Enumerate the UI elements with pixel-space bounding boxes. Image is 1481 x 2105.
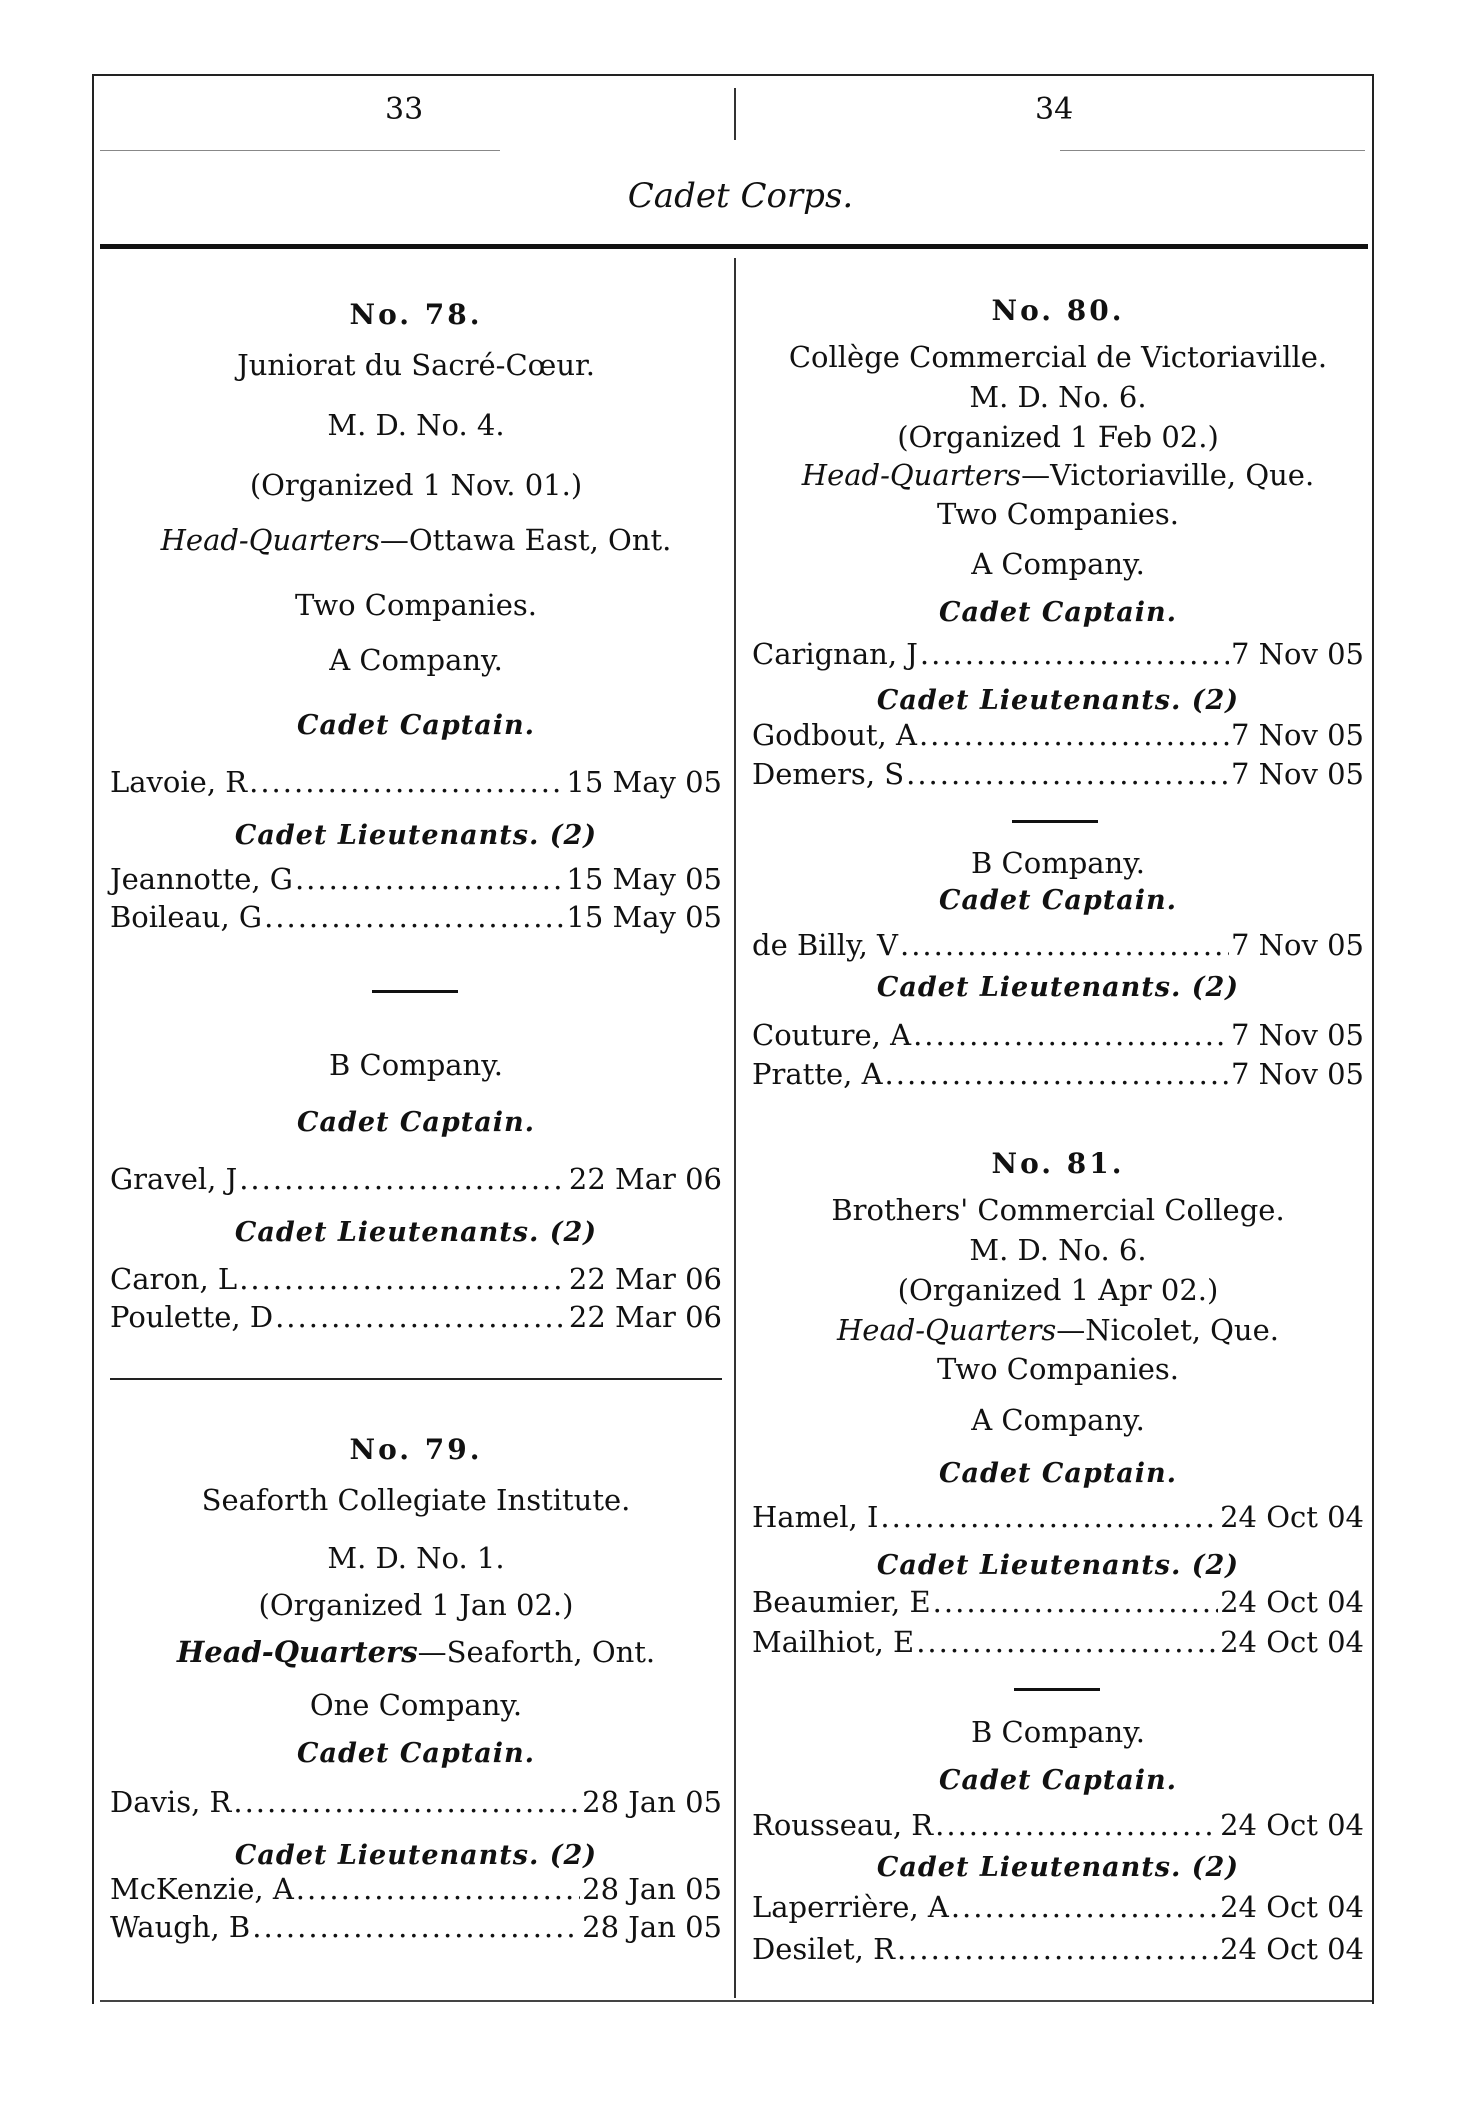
company-title: A Company.: [971, 547, 1145, 581]
company-title: A Company.: [329, 643, 503, 677]
roll-entry: [752, 1932, 1364, 1966]
captain-heading: Cadet Captain.: [938, 1765, 1178, 1796]
leader-dots: [906, 757, 1229, 791]
corps-number: No. 78.: [349, 298, 483, 331]
military-district: M. D. No. 6.: [969, 380, 1147, 414]
officer-name: Beaumier, E: [752, 1585, 931, 1619]
hq-place: —Victoriaville, Que.: [1021, 458, 1315, 492]
roll-entry: [752, 757, 1364, 791]
commission-date: 24 Oct 04: [1220, 1808, 1364, 1842]
header-rule-left: [100, 150, 500, 151]
section-rule: [1012, 820, 1098, 823]
roll-entry: [752, 637, 1364, 671]
corps-name: Juniorat du Sacré-Cœur.: [237, 348, 595, 382]
company-title: B Company.: [971, 1715, 1145, 1749]
officer-name: Hamel, I: [752, 1500, 879, 1534]
commission-date: 28 Jan 05: [582, 1872, 722, 1906]
commission-date: 7 Nov 05: [1230, 928, 1364, 962]
roll-entry: [110, 1262, 722, 1296]
officer-name: Desilet, R: [752, 1932, 895, 1966]
officer-name: Poulette, D: [110, 1300, 274, 1334]
hq-label: Head-Quarters: [801, 458, 1022, 492]
leader-dots: [249, 765, 564, 799]
leader-dots: [264, 900, 564, 934]
headquarters: [752, 458, 1364, 492]
section-rule: [372, 990, 458, 993]
corps-name: Collège Commercial de Victoriaville.: [788, 340, 1328, 374]
officer-name: Waugh, B: [110, 1910, 251, 1944]
organized-date: (Organized 1 Nov. 01.): [249, 468, 583, 502]
leader-dots: [920, 637, 1229, 671]
commission-date: 15 May 05: [566, 862, 722, 896]
roll-entry: [752, 1625, 1364, 1659]
company-count: Two Companies.: [936, 1352, 1180, 1386]
commission-date: 24 Oct 04: [1220, 1585, 1364, 1619]
leader-dots: [239, 1262, 567, 1296]
officer-name: Caron, L: [110, 1262, 238, 1296]
officer-name: Demers, S: [752, 757, 905, 791]
leader-dots: [919, 718, 1229, 752]
hq-label: Head-Quarters: [837, 1313, 1057, 1347]
commission-date: 28 Jan 05: [582, 1910, 722, 1944]
leader-dots: [252, 1910, 580, 1944]
corps-number: No. 79.: [349, 1433, 483, 1466]
leader-dots: [897, 1932, 1218, 1966]
organized-date: (Organized 1 Apr 02.): [897, 1273, 1219, 1307]
captain-heading: Cadet Captain.: [296, 1107, 536, 1138]
military-district: M. D. No. 6.: [969, 1233, 1147, 1267]
leader-dots: [951, 1890, 1218, 1924]
company-count: Two Companies.: [294, 588, 538, 622]
header-rule-right: [1060, 150, 1365, 151]
captain-heading: Cadet Captain.: [938, 885, 1178, 916]
headquarters: [752, 1313, 1364, 1347]
roll-entry: [752, 1808, 1364, 1842]
hq-label: Head-Quarters: [160, 523, 380, 557]
officer-name: Couture, A: [752, 1018, 912, 1052]
hq-place: —Seaforth, Ont.: [417, 1635, 656, 1669]
leader-dots: [296, 1872, 580, 1906]
headquarters: [110, 1635, 722, 1669]
commission-date: 7 Nov 05: [1230, 757, 1364, 791]
company-title: B Company.: [971, 846, 1145, 880]
roll-entry: [110, 1785, 722, 1819]
commission-date: 22 Mar 06: [568, 1162, 722, 1196]
lieutenants-heading: Cadet Lieutenants. (2): [876, 685, 1240, 716]
lieutenants-heading: Cadet Lieutenants. (2): [234, 1840, 598, 1871]
leader-dots: [885, 1057, 1229, 1091]
commission-date: 24 Oct 04: [1220, 1500, 1364, 1534]
lieutenants-heading: Cadet Lieutenants. (2): [234, 1217, 598, 1248]
officer-name: Laperrière, A: [752, 1890, 949, 1924]
captain-heading: Cadet Captain.: [296, 1738, 536, 1769]
company-count: One Company.: [309, 1688, 523, 1722]
commission-date: 7 Nov 05: [1230, 1018, 1364, 1052]
company-count: Two Companies.: [936, 497, 1180, 531]
corps-number: No. 80.: [991, 294, 1125, 327]
leader-dots: [275, 1300, 567, 1334]
leader-dots: [880, 1500, 1218, 1534]
leader-dots: [913, 1018, 1229, 1052]
roll-entry: [110, 1162, 722, 1196]
leader-dots: [900, 928, 1229, 962]
commission-date: 7 Nov 05: [1230, 718, 1364, 752]
officer-name: Mailhiot, E: [752, 1625, 915, 1659]
captain-heading: Cadet Captain.: [938, 597, 1178, 628]
organized-date: (Organized 1 Jan 02.): [258, 1588, 574, 1622]
officer-name: Jeannotte, G: [110, 862, 293, 896]
officer-name: Pratte, A: [752, 1057, 883, 1091]
lieutenants-heading: Cadet Lieutenants. (2): [234, 820, 598, 851]
roll-entry: [110, 765, 722, 799]
commission-date: 24 Oct 04: [1220, 1625, 1364, 1659]
roll-entry: [110, 900, 722, 934]
hq-place: —Nicolet, Que.: [1056, 1313, 1279, 1347]
roll-entry: [110, 1300, 722, 1334]
roll-entry: [110, 1872, 722, 1906]
roll-entry: [752, 718, 1364, 752]
commission-date: 15 May 05: [566, 900, 722, 934]
commission-date: 7 Nov 05: [1230, 1057, 1364, 1091]
leader-dots: [935, 1808, 1218, 1842]
officer-name: Rousseau, R: [752, 1808, 934, 1842]
commission-date: 15 May 05: [566, 765, 722, 799]
company-title: B Company.: [329, 1048, 503, 1082]
hq-label: Head-Quarters: [176, 1635, 418, 1669]
commission-date: 22 Mar 06: [568, 1300, 722, 1334]
header-divider: [734, 88, 736, 140]
roll-entry: [752, 1890, 1364, 1924]
corps-number: No. 81.: [991, 1147, 1125, 1180]
officer-name: Lavoie, R: [110, 765, 248, 799]
page-number-left: 33: [385, 92, 424, 127]
officer-name: Davis, R: [110, 1785, 232, 1819]
roll-entry: [110, 1910, 722, 1944]
leader-dots: [233, 1785, 580, 1819]
organized-date: (Organized 1 Feb 02.): [897, 420, 1219, 454]
running-title: Cadet Corps.: [627, 176, 854, 216]
lieutenants-heading: Cadet Lieutenants. (2): [876, 972, 1240, 1003]
roll-entry: [752, 1057, 1364, 1091]
hq-place: —Ottawa East, Ont.: [379, 523, 672, 557]
section-rule: [1014, 1688, 1100, 1691]
officer-name: Carignan, J: [752, 637, 918, 671]
headquarters: [110, 523, 722, 557]
corps-separator: [110, 1378, 722, 1380]
commission-date: 24 Oct 04: [1220, 1890, 1364, 1924]
column-divider: [734, 258, 736, 1998]
lieutenants-heading: Cadet Lieutenants. (2): [876, 1852, 1240, 1883]
captain-heading: Cadet Captain.: [938, 1458, 1178, 1489]
commission-date: 22 Mar 06: [568, 1262, 722, 1296]
company-title: A Company.: [971, 1403, 1145, 1437]
leader-dots: [933, 1585, 1218, 1619]
captain-heading: Cadet Captain.: [296, 710, 536, 741]
commission-date: 28 Jan 05: [582, 1785, 722, 1819]
leader-dots: [916, 1625, 1218, 1659]
page-number-right: 34: [1035, 92, 1074, 127]
corps-name: Brothers' Commercial College.: [831, 1193, 1285, 1227]
commission-date: 7 Nov 05: [1230, 637, 1364, 671]
leader-dots: [239, 1162, 567, 1196]
header-thick-rule: [100, 244, 1368, 249]
lieutenants-heading: Cadet Lieutenants. (2): [876, 1550, 1240, 1581]
military-district: M. D. No. 4.: [327, 408, 505, 442]
roll-entry: [110, 862, 722, 896]
roll-entry: [752, 1018, 1364, 1052]
bottom-rule: [100, 2000, 1372, 2002]
corps-name: Seaforth Collegiate Institute.: [201, 1483, 631, 1517]
officer-name: Boileau, G: [110, 900, 263, 934]
leader-dots: [295, 862, 564, 896]
roll-entry: [752, 1585, 1364, 1619]
roll-entry: [752, 928, 1364, 962]
roll-entry: [752, 1500, 1364, 1534]
commission-date: 24 Oct 04: [1220, 1932, 1364, 1966]
military-district: M. D. No. 1.: [327, 1541, 505, 1575]
officer-name: Gravel, J: [110, 1162, 238, 1196]
officer-name: Godbout, A: [752, 718, 917, 752]
officer-name: McKenzie, A: [110, 1872, 294, 1906]
officer-name: de Billy, V: [752, 928, 898, 962]
